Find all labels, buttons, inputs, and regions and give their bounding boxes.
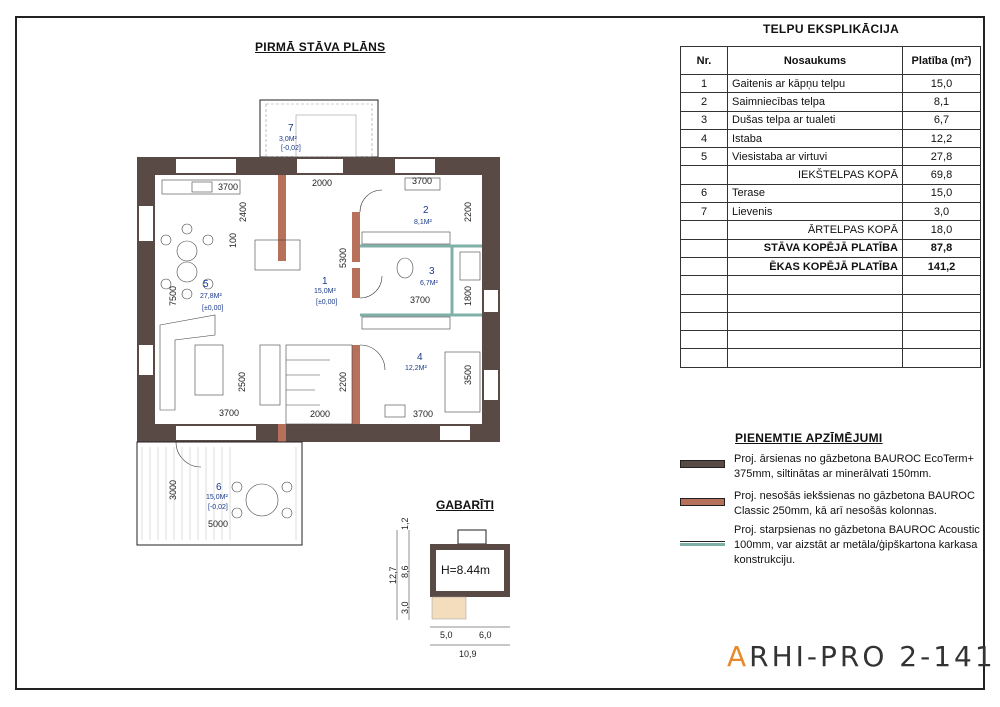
table-row <box>681 184 981 202</box>
gabariti-drawing <box>388 517 510 659</box>
table-row <box>681 129 981 147</box>
table-cell-nr <box>681 239 728 257</box>
col-header: Nosaukums <box>728 47 903 75</box>
table-cell-area: 15,0 <box>903 75 981 93</box>
dim-text: 2000 <box>312 178 333 188</box>
table-cell-nr: 1 <box>681 75 728 93</box>
table-header-row <box>681 47 981 75</box>
dim-text: 2200 <box>463 201 473 222</box>
table-cell-name: IEKŠTELPAS KOPĀ <box>728 166 903 184</box>
dim-text: 3500 <box>463 364 473 385</box>
table-cell <box>681 294 728 312</box>
room-number: 3 <box>429 266 435 277</box>
table-cell <box>681 349 728 367</box>
dim-text: 2200 <box>338 371 348 392</box>
table-cell <box>728 331 903 349</box>
table-cell-name: Saimniecības telpa <box>728 93 903 111</box>
room-number: 5 <box>203 279 209 290</box>
room-area: 3,0M² <box>279 136 297 143</box>
table-cell-nr <box>681 221 728 239</box>
legend-item: Proj. starpsienas no gāzbetona BAUROC Acoustic 100mm, var aizstāt ar metāla/ģipškartona karkasa konstrukciju. <box>734 524 980 566</box>
table-cell <box>681 312 728 330</box>
dim-text: 5300 <box>338 247 348 268</box>
rooms-table <box>680 46 981 368</box>
height-label: H=8.44m <box>441 563 491 577</box>
room-number: 4 <box>417 352 423 363</box>
dim-text: 2400 <box>238 201 248 222</box>
dim-text: 5000 <box>208 519 229 529</box>
table-cell <box>728 294 903 312</box>
table-cell-name: Terase <box>728 184 903 202</box>
table-cell-area: 69,8 <box>903 166 981 184</box>
table-row <box>681 221 981 239</box>
room-number: 7 <box>288 123 294 134</box>
dim-text: 3700 <box>218 182 239 192</box>
table-cell-name: Dušas telpa ar tualeti <box>728 111 903 129</box>
table-cell-area: 141,2 <box>903 257 981 275</box>
table-cell-name: Istaba <box>728 129 903 147</box>
table-body <box>681 75 981 368</box>
table-row-empty <box>681 312 981 330</box>
dim-text: 1800 <box>463 285 473 306</box>
dim-text: 100 <box>228 232 238 248</box>
table-row-empty <box>681 331 981 349</box>
room-number: 2 <box>423 205 429 216</box>
dim-text: 2500 <box>237 371 247 392</box>
table-cell <box>728 276 903 294</box>
legend-item: Proj. nesošās iekšsienas no gāzbetona BAUROC Classic 250mm, kā arī nesošās kolonnas. <box>734 490 975 517</box>
brand-logo: ARHI-PRO 2-141 <box>727 640 996 673</box>
table-cell-nr: 5 <box>681 148 728 166</box>
table-cell-name: STĀVA KOPĒJĀ PLATĪBA <box>728 239 903 257</box>
room-number: 1 <box>322 276 328 287</box>
dim-text: 3000 <box>168 479 178 500</box>
table-cell-nr: 7 <box>681 203 728 221</box>
table-cell-name: ĒKAS KOPĒJĀ PLATĪBA <box>728 257 903 275</box>
gab-dim: 6,0 <box>479 630 492 640</box>
gabariti-title: GABARĪTI <box>436 498 494 512</box>
table-row <box>681 148 981 166</box>
table-cell <box>681 276 728 294</box>
table-cell-nr <box>681 257 728 275</box>
room-area: 27,8M² <box>200 293 222 300</box>
table-row <box>681 166 981 184</box>
gab-dim: 8,6 <box>400 565 410 578</box>
dim-text: 3700 <box>412 176 433 186</box>
table-cell <box>903 349 981 367</box>
dim-text: 3700 <box>410 295 431 305</box>
table-cell-name: ĀRTELPAS KOPĀ <box>728 221 903 239</box>
table-row <box>681 75 981 93</box>
load-bearing-walls <box>278 175 360 442</box>
table-row <box>681 93 981 111</box>
table-cell <box>903 294 981 312</box>
dim-text: 7500 <box>168 285 178 306</box>
table-cell <box>728 312 903 330</box>
table-title: TELPU EKSPLIKĀCIJA <box>762 22 900 36</box>
table-cell <box>681 331 728 349</box>
table-cell-nr: 3 <box>681 111 728 129</box>
table-row <box>681 111 981 129</box>
gab-dim: 10,9 <box>459 649 477 659</box>
dim-text: 2000 <box>310 409 331 419</box>
col-header: Nr. <box>681 47 728 75</box>
table-cell-area: 18,0 <box>903 221 981 239</box>
legend-item: Proj. ārsienas no gāzbetona BAUROC EcoTerm+ 375mm, siltinātas ar minerālvati 150mm. <box>734 453 974 480</box>
table-row-empty <box>681 294 981 312</box>
gab-dim: 1,2 <box>400 517 410 530</box>
table-cell-name: Lievenis <box>728 203 903 221</box>
table-cell <box>903 276 981 294</box>
room-level: [-0,02] <box>208 504 228 511</box>
table-cell-nr <box>681 166 728 184</box>
dim-text: 3700 <box>413 409 434 419</box>
table-cell-area: 3,0 <box>903 203 981 221</box>
table-cell-name: Viesistaba ar virtuvi <box>728 148 903 166</box>
table-cell <box>903 312 981 330</box>
table-cell <box>903 331 981 349</box>
legend-load-wall-swatch <box>680 498 725 506</box>
porch-7 <box>260 100 378 157</box>
room-area: 15,0M² <box>206 494 228 501</box>
dim-text: 3700 <box>219 408 240 418</box>
table-row <box>681 203 981 221</box>
col-header: Platība (m²) <box>903 47 981 75</box>
table-cell-area: 27,8 <box>903 148 981 166</box>
table-cell-area: 6,7 <box>903 111 981 129</box>
table-row-empty <box>681 349 981 367</box>
table-row <box>681 257 981 275</box>
legend-partition-swatch <box>680 541 725 546</box>
room-level: [±0,00] <box>316 299 338 306</box>
room-level: [-0,02] <box>281 145 301 152</box>
table-cell-area: 12,2 <box>903 129 981 147</box>
table-cell-nr: 2 <box>681 93 728 111</box>
furniture <box>160 178 480 518</box>
legend-title: PIENEMTIE APZĪMĒJUMI <box>735 431 883 445</box>
room-area: 15,0M² <box>314 288 336 295</box>
table-cell-area: 15,0 <box>903 184 981 202</box>
plan-title: PIRMĀ STĀVA PLĀNS <box>255 40 386 54</box>
table-row <box>681 239 981 257</box>
gab-dim: 3,0 <box>400 601 410 614</box>
room-number: 6 <box>216 482 222 493</box>
table-cell-area: 8,1 <box>903 93 981 111</box>
table-cell-nr: 4 <box>681 129 728 147</box>
gab-dim: 5,0 <box>440 630 453 640</box>
gab-dim: 12,7 <box>388 566 398 584</box>
table-cell-area: 87,8 <box>903 239 981 257</box>
legend-ext-wall-swatch <box>680 460 725 468</box>
table-cell-name: Gaitenis ar kāpņu telpu <box>728 75 903 93</box>
table-cell <box>728 349 903 367</box>
table-row-empty <box>681 276 981 294</box>
room-area: 12,2M² <box>405 365 427 372</box>
room-level: [±0,00] <box>202 305 224 312</box>
table-cell-nr: 6 <box>681 184 728 202</box>
room-area: 8,1M² <box>414 219 432 226</box>
room-area: 6,7M² <box>420 280 438 287</box>
